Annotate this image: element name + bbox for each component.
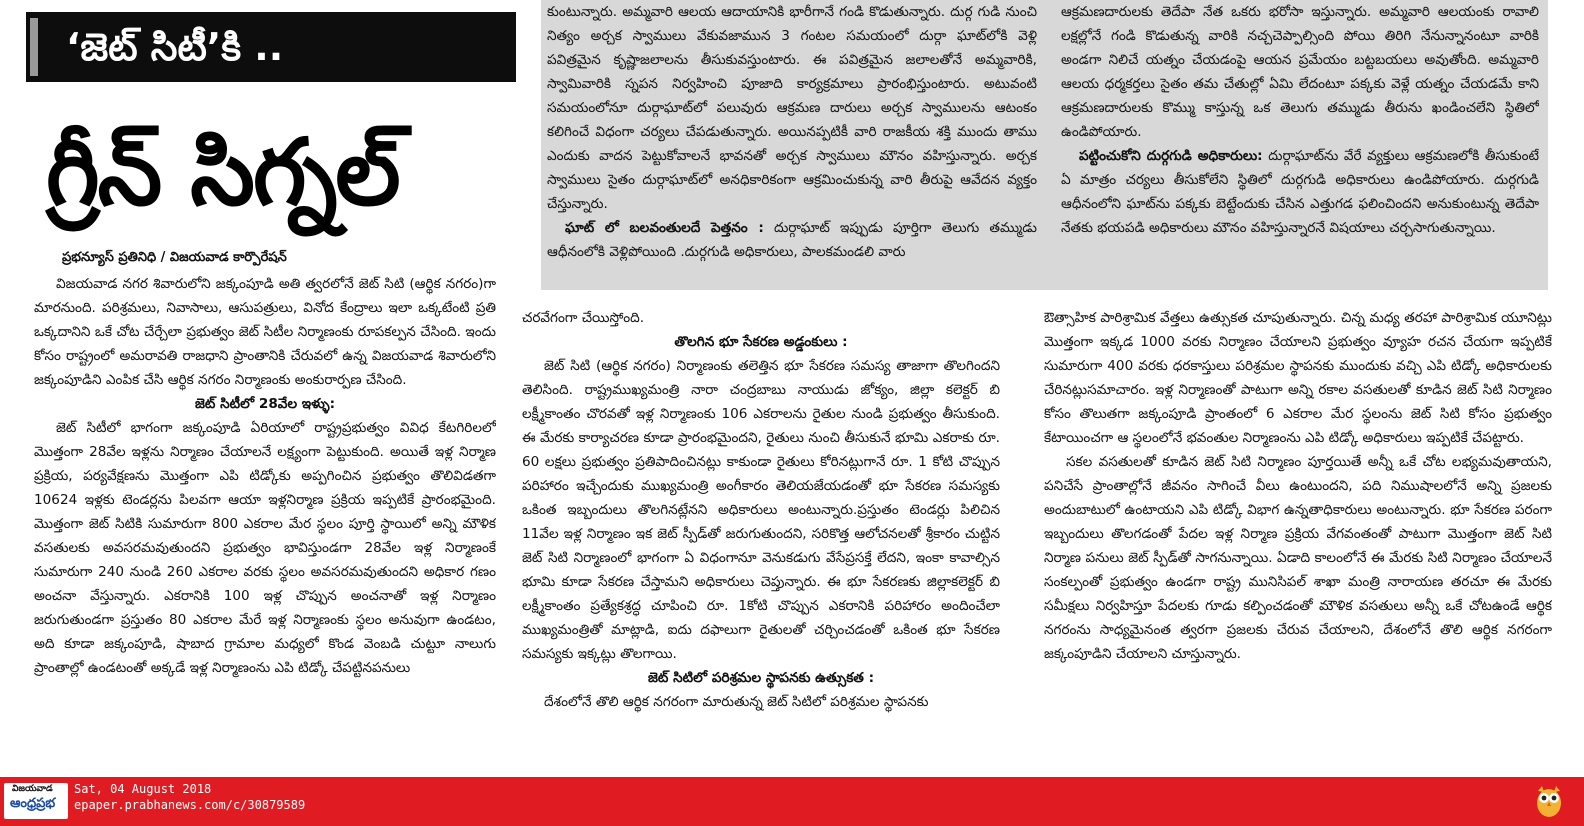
subheading: జెట్ సిటీలో 28వేల ఇళ్ళు: — [194, 396, 336, 412]
boxed-story-column-right — [1061, 0, 1539, 286]
byline: ప్రభన్యూస్ ప్రతినిధి / విజయవాడ కార్పొరేషన్ — [62, 250, 287, 265]
logo-name: ఆంధ్రప్రభ — [10, 796, 56, 811]
boxed-story-column-left — [547, 0, 1037, 286]
inline-subheading: పట్టించుకోని దుర్గగుడి అధికారులు: — [1079, 148, 1263, 164]
paragraph: దేశంలోనే తొలి ఆర్థిక నగరంగా మారుతున్న జెట్ సిటిలో పరిశ్రమల స్థాపనకు — [544, 694, 929, 710]
article-column-2 — [522, 306, 1000, 751]
paragraph: జెట్ సిటి (ఆర్థిక నగరం) నిర్మాణంకు తలెత్తిన భూ సేకరణ సమస్య తాజాగా తొలగిందని తెలిసింది. రాష్ట్రముఖ్యమంత్రి నారా చంద్రబాబు నాయుడు జోక్యం, జిల్లా కలెక్టర్ బి లక్ష్మీకాంతం చొరవతో ఇళ్ల నిర్మాణంకు 106 ఎకరాలను రైతుల నుండి ప్రభుత్వం తీసుకుంది. ఈ మేరకు కార్యాచరణ కూడా ప్రారంభమైందని, రైతులు నుంచి తీసుకునే భూమి ఎకరాకు రూ. 60 లక్షలు ప్రభుత్వం ప్రతిపాదించినట్లు కాకుండా రైతులు కోరినట్లుగానే రూ. 1 కోటి చొప్పున పరిహారం ఇచ్చేందుకు ముఖ్యమంత్రి అంగీకారం తెలియజేయడంతో భూ సేకరణ సమస్యకు ఒకింత ఇబ్బందులు తొలగినట్లేనని అధికారులు అంటున్నారు.ప్రస్తుతం టెండర్లు పిలిచిన 11వేల ఇళ్ల నిర్మాణం ఇక జెట్ స్పీడ్‌తో జరుగుతుందని, సరికొత్త ఆలోచనలతో శ్రీకారం చుట్టిన జెట్ సిటి నిర్మాణంలో భాగంగా ఏ విధంగానూ వెనుకడుగు వేసేప్రసక్తే లేదని, ఇంకా కావాల్సిన భూమి కూడా సేకరణ చేస్తామని అధికారులు చెప్తున్నారు. ఈ భూ సేకరణకు జిల్లాకలెక్టర్ బి లక్ష్మీకాంతం ప్రత్యేకశ్రద్ధ చూపించి రూ. 1కోటి చొప్పున ఎకరానికి పరిహారం అందించేలా ముఖ్యమంత్రితో మాట్లాడి, ఐదు దఫాలుగా రైతులతో చర్చించడంతో ఒకింత భూ సేకరణ సమస్యకు ఇక్కట్లు తొలగాయి. — [522, 358, 1000, 662]
kicker-banner — [26, 12, 516, 82]
boxed-story — [541, 0, 1548, 290]
edition-date: Sat, 04 August 2018 — [74, 782, 212, 796]
paragraph-text: దుర్గాఘాట్‌ను వేరే వ్యక్తులు ఆక్రమణలోకి తీసుకుంటే ఏ మాత్రం చర్యలు తీసుకోలేని స్థితిలో దుర్గగుడి అధికారులు ఉండిపోయారు. దుర్గగుడి ఆధీనంలోని ఘాట్‌ను పక్కకు బెట్టేందుకు చేసిన ఎత్తుగడ ఫలించిందని అనుకుంటున్న తెదేపా నేతకు భయపడి అధికారులు మౌనం వహిస్తున్నారనే విషయాలు చర్చసాగుతున్నాయి. — [1061, 148, 1539, 236]
kicker-accent-bar — [30, 18, 38, 76]
article-column-1 — [34, 272, 496, 762]
paragraph-text: దుర్గాఘాట్ ఇప్పుడు పూర్తిగా తెలుగు తమ్ముడు ఆధీనంలోకి వెళ్లిపోయింది .దుర్గగుడి అధికారులు, పాలకమండలి వారు — [547, 220, 1037, 260]
paragraph: కుంటున్నారు. అమ్మవారి ఆలయ ఆదాయానికి భారీగానే గండి కొడుతున్నారు. దుర్గ గుడి నుంచి నిత్యం అర్చక స్వాములు వేకువజామున 3 గంటల సమయంలో దుర్గా ఘాట్‌లోకి వెళ్లి పవిత్రమైన కృష్ణాజలాలను తీసుకువస్తుంటారు. ఈ పవిత్రమైన జలాలతోనే అమ్మవారికి, స్వామివారికి స్నపన నిర్వహించి పూజాది కార్యక్రమాలు ప్రారంభిస్తుంటారు. అటువంటి సమయంలోనూ దుర్గాఘాట్‌లో పలువురు ఆక్రమణ దారులు అర్చక స్వాములను ఆటంకం కలిగించే విధంగా చర్యలు చేపడుతున్నారు. అయినప్పటికీ వారి రాజకీయ శక్తి ముందు తాము ఎందుకు వాదన పెట్టుకోవాలనే భావనతో అర్చక స్వాములు మౌనం వహిస్తున్నారు. అర్చక స్వాములు సైతం దుర్గాఘాట్‌లో అనధికారికంగా ఆక్రమించుకున్న వారి తీరుపై ఆవేదన వ్యక్తం చేస్తున్నారు. — [547, 4, 1037, 212]
owl-icon[interactable] — [1534, 783, 1564, 819]
paragraph: ఆక్రమణదారులకు తెదేపా నేత ఒకరు భరోసా ఇస్తున్నారు. అమ్మవారి ఆలయంకు రావాలి లక్షల్లోనే గండి కొడుతున్న వారికి నచ్చచెప్పాల్సింది పోయి తిరిగి నేనున్నానంటూ వారికి అండగా నిలిచే యత్నం చేయడంపై ఆయన ప్రమేయం బట్టబయలు అవుతోంది. అమ్మవారి ఆలయ ధర్మకర్తలు సైతం తమ చేతుల్లో ఏమి లేదంటూ పక్కకు వెళ్లే యత్నం చేయడమే కాని ఆక్రమణదారులకు కొమ్ము కాస్తున్న ఒక తెలుగు తమ్ముడు తీరును ఖండించలేని స్థితిలో ఉండిపోయారు. — [1061, 4, 1539, 140]
paragraph: సకల వసతులతో కూడిన జెట్ సిటి నిర్మాణం పూర్తయితే అన్నీ ఒకే చోట లభ్యమవుతాయని, పనిచేసే ప్రాంతాల్లోనే జీవనం సాగించే వీలు ఉంటుందని, పది నిముషాలలోనే అన్ని ప్రజలకు అందుబాటులో ఉంటాయని ఎపి టిడ్కో విభాగ ఉన్నతాధికారులు అంటున్నారు. భూ సేకరణ పరంగా ఇబ్బందులు తొలగడంతో పేదల ఇళ్ల నిర్మాణ ప్రక్రియ వేగవంతంతో పాటుగా మొత్తంగా జెట్ సిటి నిర్మాణ పనులు జెట్ స్పీడ్‌తో సాగనున్నాయి. ఏడాది కాలంలోనే ఈ మేరకు సిటి నిర్మాణం చేయాలనే సంకల్పంతో ప్రభుత్వం ఉండగా రాష్ట్ర మునిసిపల్ శాఖా మంత్రి నారాయణ తరచూ ఈ మేరకు సమీక్షలు నిర్వహిస్తూ పేదలకు గూడు కల్పించడంతో మౌళిక వసతులు అన్నీ ఒకే చోటఉండే ఆర్థిక నగరంను సాధ్యమైనంత త్వరగా ప్రజలకు చేరువ చేయాలని, దేశంలోనే తొలి ఆర్థిక నగరంగా జక్కంపూడిని చేయాలని చూస్తున్నారు. — [1044, 454, 1552, 662]
headline: గ్రీన్ సిగ్నల్ — [46, 119, 399, 226]
logo-city: విజయవాడ — [12, 784, 53, 794]
paragraph: జెట్ సిటీలో భాగంగా జక్కంపూడి ఏరియాలో రాష్ట్రప్రభుత్వం వివిధ కేటగిరిలలో మొత్తంగా 28వేల ఇళ్లను నిర్మాణం చేయాలనే లక్ష్యంగా పెట్టుకుంది. అయితే ఇళ్ల నిర్మాణ ప్రక్రియ, పర్యవేక్షణను మొత్తంగా ఎపి టిడ్కోకు అప్పగించిన ప్రభుత్వం తొలివిడతగా 10624 ఇళ్లకు టెండర్లను పిలవగా ఆయా ఇళ్లనిర్మాణ ప్రక్రియ ఇప్పటికే ప్రారంభమైంది. మొత్తంగా జెట్ సిటికి సుమారుగా 800 ఎకరాల మేర స్థలం పూర్తి స్థాయిలో అన్ని మౌళిక వసతులకు అవసరమవుతుందని ప్రభుత్వం భావిస్తుండగా 28వేల ఇళ్ల నిర్మాణంకే సుమారుగా 240 నుండి 260 ఎకరాల వరకు స్థలం అవసరమవుతుందని అధికార గణం అంచనా వేస్తున్నారు. ఎకరానికి 100 ఇళ్ల చొప్పున అంచనాతో ఇళ్ల నిర్మాణం జరుగుతుండగా ప్రస్తుతం 80 ఎకరాల మేరే ఇళ్ల నిర్మాణంకు స్థలం అనువుగా ఉండటం, అది కూడా జక్కంపూడి, షాబాద గ్రామాల మధ్యలో కొండ వెంబడి చుట్టూ నాలుగు ప్రాంతాల్లో ఉండటంతో అక్కడే ఇళ్ల నిర్మాణంను ఎపి టిడ్కో చేపట్టినపనులు — [34, 420, 496, 676]
paragraph: ఔత్సాహిక పారిశ్రామిక వేత్తలు ఉత్సుకత చూపుతున్నారు. చిన్న మధ్య తరహా పారిశ్రామిక యూనిట్లు మొత్తంగా ఇక్కడ 1000 వరకు నిర్మాణం చేయాలని ప్రభుత్వం వ్యూహ రచన చేయగా ఇప్పటికే సుమారుగా 400 వరకు ధరకాస్తులు పరిశ్రమల స్థాపనకు ముందుకు వచ్చి ఎపి టిడ్కో అధికారులకు చేరినట్లుసమాచారం. ఇళ్ల నిర్మాణంతో పాటుగా అన్ని రకాల వసతులతో కూడిన జెట్ సిటి నిర్మాణం కోసం తొలుతగా జక్కంపూడి ప్రాంతంలో 6 ఎకరాల మేర స్థలంను జెట్ సిటి కోసం ప్రభుత్వం కేటాయించగా ఆ స్థలంలోనే భవంతుల నిర్మాణంను ఎపి టిడ్కో అధికారులు ఇప్పటికే చేపట్టారు. — [1044, 310, 1552, 446]
kicker-text: ‘జెట్ సిటీ’కి .. — [66, 25, 284, 69]
paragraph: చరవేగంగా చేయిస్తోంది. — [522, 310, 645, 326]
paragraph — [547, 216, 1037, 264]
footer-bar — [0, 777, 1584, 826]
subheading: జెట్ సిటిలో పరిశ్రమల స్థాపనకు ఉత్సుకత : — [647, 670, 875, 686]
subheading: తొలగిన భూ సేకరణ అడ్డంకులు : — [674, 334, 848, 350]
inline-subheading: ఘాట్ లో బలవంతులదే పెత్తనం : — [565, 220, 764, 236]
paragraph: విజయవాడ నగర శివారులోని జక్కంపూడి అతి త్వరలోనే జెట్ సిటి (ఆర్థిక నగరం)గా మారనుంది. పరిశ్రమలు, నివాసాలు, ఆసుపత్రులు, వినోద కేంద్రాలు ఇలా ఒక్కటేంటి ప్రతి ఒక్కదానిని ఒకే చోట చేర్చేలా ప్రభుత్వం జెట్ సిటీల నిర్మాణంకు రూపకల్పన చేసింది. ఇందు కోసం రాష్ట్రంలో అమరావతి రాజధాని ప్రాంతానికి చేరువలో ఉన్న విజయవాడ శివారులోని జక్కంపూడిని ఎంపిక చేసి ఆర్థిక నగరం నిర్మాణంకు అంకురార్పణ చేసింది. — [34, 276, 496, 388]
newspaper-logo[interactable] — [4, 783, 68, 819]
paragraph — [1061, 144, 1539, 240]
article-column-3 — [1044, 306, 1552, 751]
clip-url[interactable]: epaper.prabhanews.com/c/30879589 — [74, 798, 306, 812]
